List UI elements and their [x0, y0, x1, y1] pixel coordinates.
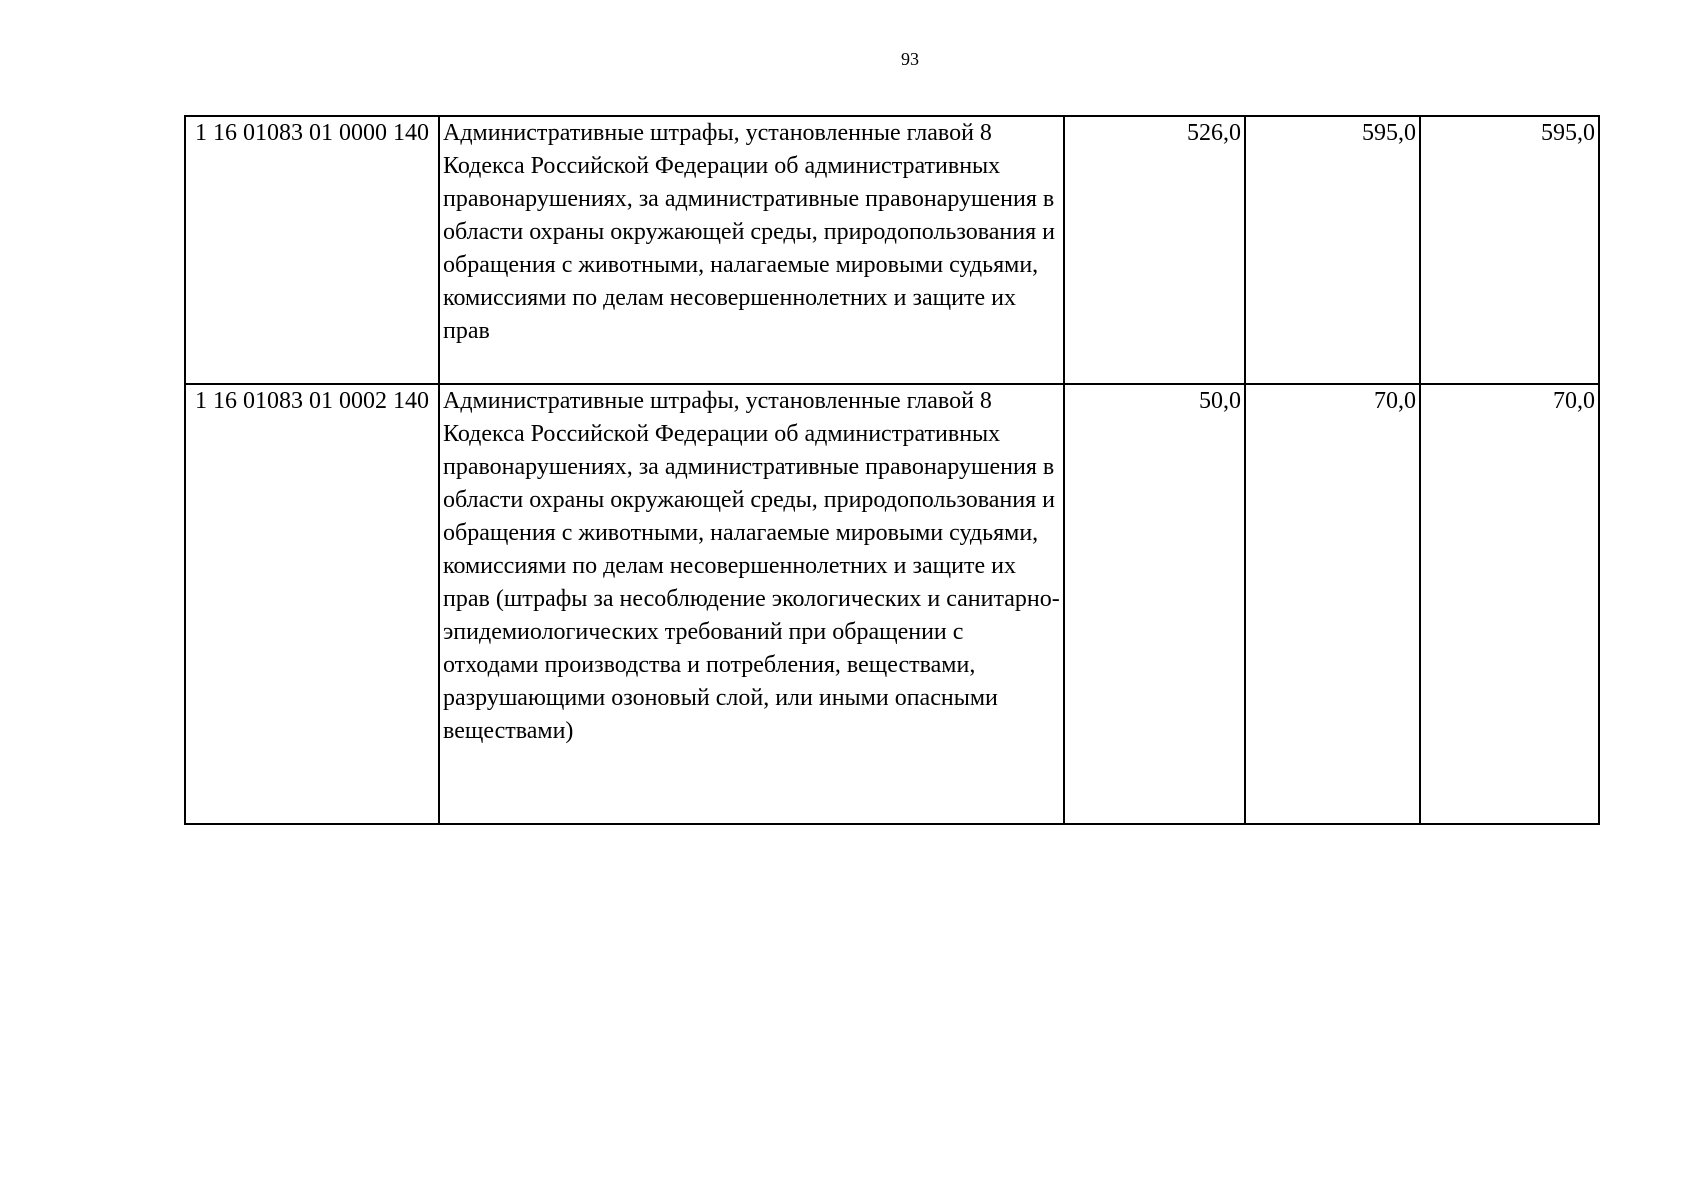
- value-cell-1: 50,0: [1064, 384, 1245, 824]
- revenue-table: [184, 115, 1600, 825]
- budget-code-cell: 1 16 01083 01 0000 140: [185, 116, 439, 384]
- table-row: [185, 116, 1599, 384]
- value-cell-1: 526,0: [1064, 116, 1245, 384]
- value-cell-2: 595,0: [1245, 116, 1420, 384]
- revenue-name-cell: Административные штрафы, установленные главой 8 Кодекса Российской Федерации об административных правонарушениях, за административные правонарушения в области охраны окружающей среды, природопользования и обращения с животными, налагаемые мировыми судьями, комиссиями по делам несовершеннолетних и защите их прав (штрафы за несоблюдение экологических и санитарно-эпидемиологических требований при обращении с отходами производства и потребления, веществами, разрушающими озоновый слой, или иными опасными веществами): [439, 384, 1064, 824]
- value-cell-3: 595,0: [1420, 116, 1599, 384]
- budget-code-cell: 1 16 01083 01 0002 140: [185, 384, 439, 824]
- revenue-name-cell: Административные штрафы, установленные главой 8 Кодекса Российской Федерации об административных правонарушениях, за административные правонарушения в области охраны окружающей среды, природопользования и обращения с животными, налагаемые мировыми судьями, комиссиями по делам несовершеннолетних и защите их прав: [439, 116, 1064, 384]
- page-number: 93: [901, 49, 919, 69]
- value-cell-2: 70,0: [1245, 384, 1420, 824]
- table-row: [185, 384, 1599, 824]
- value-cell-3: 70,0: [1420, 384, 1599, 824]
